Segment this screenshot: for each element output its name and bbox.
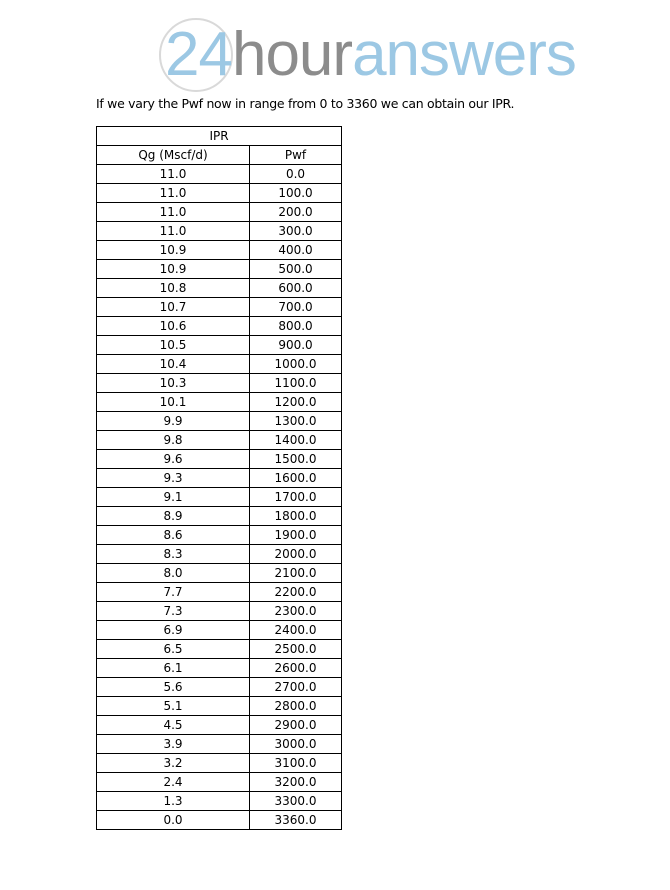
cell-pwf: 1700.0 (250, 488, 342, 507)
table-title: IPR (97, 127, 342, 146)
cell-pwf: 2600.0 (250, 659, 342, 678)
logo-number: 24 (165, 20, 232, 89)
cell-pwf: 3300.0 (250, 792, 342, 811)
table-row (97, 355, 342, 374)
table-row (97, 488, 342, 507)
cell-qg: 0.0 (97, 811, 250, 830)
table-row (97, 564, 342, 583)
cell-pwf: 2400.0 (250, 621, 342, 640)
cell-qg: 11.0 (97, 222, 250, 241)
table-row (97, 811, 342, 830)
cell-pwf: 2900.0 (250, 716, 342, 735)
table-row (97, 716, 342, 735)
cell-qg: 3.9 (97, 735, 250, 754)
cell-pwf: 1300.0 (250, 412, 342, 431)
cell-pwf: 3100.0 (250, 754, 342, 773)
ipr-table (96, 126, 342, 830)
cell-qg: 6.5 (97, 640, 250, 659)
table-row (97, 450, 342, 469)
cell-qg: 5.6 (97, 678, 250, 697)
cell-pwf: 2300.0 (250, 602, 342, 621)
table-row (97, 203, 342, 222)
cell-qg: 5.1 (97, 697, 250, 716)
cell-qg: 10.6 (97, 317, 250, 336)
table-row (97, 792, 342, 811)
cell-pwf: 2700.0 (250, 678, 342, 697)
cell-pwf: 1600.0 (250, 469, 342, 488)
cell-qg: 9.8 (97, 431, 250, 450)
table-row (97, 374, 342, 393)
table-body (97, 165, 342, 830)
cell-qg: 10.1 (97, 393, 250, 412)
table-row (97, 773, 342, 792)
cell-qg: 6.1 (97, 659, 250, 678)
cell-pwf: 200.0 (250, 203, 342, 222)
cell-pwf: 1000.0 (250, 355, 342, 374)
cell-qg: 1.3 (97, 792, 250, 811)
table-row (97, 507, 342, 526)
table-row (97, 260, 342, 279)
table-row (97, 336, 342, 355)
cell-pwf: 1200.0 (250, 393, 342, 412)
column-header-qg: Qg (Mscf/d) (97, 146, 250, 165)
cell-qg: 10.5 (97, 336, 250, 355)
logo-word-hour: hour (231, 20, 353, 89)
cell-pwf: 1500.0 (250, 450, 342, 469)
table-row (97, 640, 342, 659)
table-row (97, 754, 342, 773)
cell-pwf: 600.0 (250, 279, 342, 298)
table-row (97, 431, 342, 450)
cell-pwf: 1100.0 (250, 374, 342, 393)
table-row (97, 583, 342, 602)
cell-qg: 6.9 (97, 621, 250, 640)
cell-pwf: 2000.0 (250, 545, 342, 564)
cell-qg: 7.7 (97, 583, 250, 602)
table-row (97, 279, 342, 298)
cell-pwf: 100.0 (250, 184, 342, 203)
cell-pwf: 800.0 (250, 317, 342, 336)
table-row (97, 545, 342, 564)
cell-pwf: 2800.0 (250, 697, 342, 716)
cell-qg: 10.8 (97, 279, 250, 298)
cell-pwf: 2100.0 (250, 564, 342, 583)
cell-qg: 11.0 (97, 165, 250, 184)
cell-qg: 8.0 (97, 564, 250, 583)
cell-pwf: 900.0 (250, 336, 342, 355)
table-row (97, 697, 342, 716)
cell-pwf: 400.0 (250, 241, 342, 260)
cell-qg: 4.5 (97, 716, 250, 735)
cell-qg: 10.4 (97, 355, 250, 374)
cell-qg: 10.9 (97, 260, 250, 279)
logo-word-answers: answers (352, 20, 576, 89)
table-row (97, 412, 342, 431)
cell-qg: 10.9 (97, 241, 250, 260)
logo-text (165, 18, 576, 92)
table-row (97, 621, 342, 640)
cell-qg: 8.9 (97, 507, 250, 526)
column-header-pwf: Pwf (250, 146, 342, 165)
table-row (97, 222, 342, 241)
cell-pwf: 1900.0 (250, 526, 342, 545)
cell-pwf: 1800.0 (250, 507, 342, 526)
table-row (97, 393, 342, 412)
cell-qg: 11.0 (97, 203, 250, 222)
cell-pwf: 500.0 (250, 260, 342, 279)
table-row (97, 469, 342, 488)
table-row (97, 735, 342, 754)
cell-qg: 10.7 (97, 298, 250, 317)
table-row (97, 678, 342, 697)
cell-pwf: 1400.0 (250, 431, 342, 450)
cell-qg: 9.6 (97, 450, 250, 469)
brand-logo (157, 16, 627, 96)
table-row (97, 602, 342, 621)
table-row (97, 526, 342, 545)
cell-pwf: 3360.0 (250, 811, 342, 830)
cell-pwf: 2500.0 (250, 640, 342, 659)
cell-qg: 10.3 (97, 374, 250, 393)
table-row (97, 298, 342, 317)
cell-pwf: 3000.0 (250, 735, 342, 754)
cell-qg: 3.2 (97, 754, 250, 773)
table-row (97, 659, 342, 678)
cell-qg: 7.3 (97, 602, 250, 621)
table-row (97, 184, 342, 203)
table-row (97, 317, 342, 336)
cell-qg: 11.0 (97, 184, 250, 203)
table-row (97, 165, 342, 184)
cell-pwf: 300.0 (250, 222, 342, 241)
cell-pwf: 3200.0 (250, 773, 342, 792)
intro-text: If we vary the Pwf now in range from 0 to 3360 we can obtain our IPR. (96, 96, 515, 111)
cell-qg: 2.4 (97, 773, 250, 792)
cell-qg: 9.3 (97, 469, 250, 488)
cell-qg: 8.3 (97, 545, 250, 564)
table-row (97, 241, 342, 260)
cell-pwf: 700.0 (250, 298, 342, 317)
cell-pwf: 2200.0 (250, 583, 342, 602)
cell-qg: 9.9 (97, 412, 250, 431)
cell-qg: 9.1 (97, 488, 250, 507)
cell-qg: 8.6 (97, 526, 250, 545)
cell-pwf: 0.0 (250, 165, 342, 184)
